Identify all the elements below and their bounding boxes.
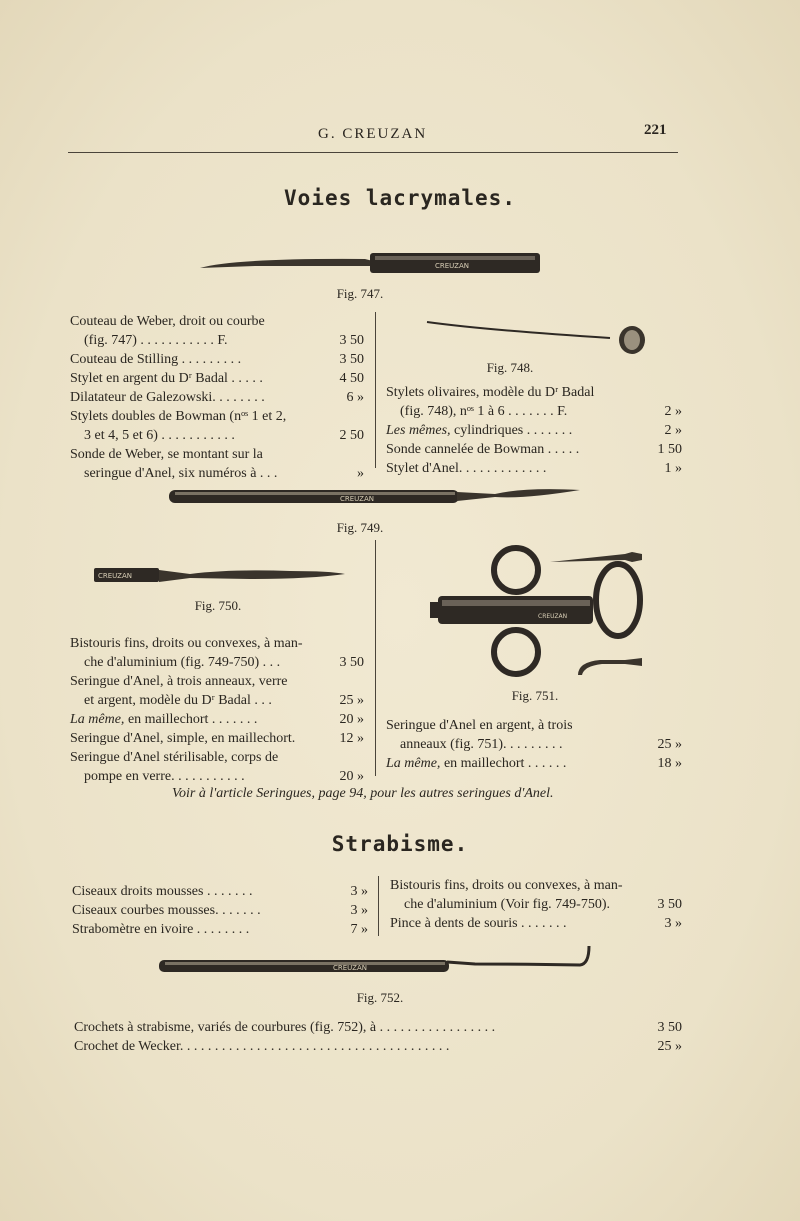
- list-item-text-cont: (fig. 747) . . . . . . . . . . . F.: [84, 333, 228, 348]
- fig-752-hook-illustration: [155, 944, 600, 980]
- list-item-text: Bistouris fins, droits ou convexes, à man-: [70, 636, 303, 651]
- list-item-text: La même, en maillechort . . . . . .: [386, 756, 567, 771]
- italic-prefix: La même,: [386, 756, 441, 771]
- list-item-text: Stylet d'Anel. . . . . . . . . . . . .: [386, 461, 547, 476]
- list-item-price: 7 »: [350, 922, 368, 937]
- list-item-price: 3 »: [350, 884, 368, 899]
- fig-749-caption: Fig. 749.: [336, 520, 384, 535]
- list-item-price: 3 50: [339, 333, 364, 348]
- fig-752-caption: Fig. 752.: [356, 990, 404, 1005]
- list-item-price: 12 »: [339, 731, 364, 746]
- list-item-price: 18 »: [657, 756, 682, 771]
- fig-751-caption: Fig. 751.: [511, 688, 559, 703]
- list-item-text-cont: anneaux (fig. 751). . . . . . . . .: [400, 737, 563, 752]
- list-item-price: 2 »: [664, 423, 682, 438]
- list-item-price: 1 »: [664, 461, 682, 476]
- italic-prefix: Les mêmes,: [386, 423, 451, 438]
- list-item-text: Sonde cannelée de Bowman . . . . .: [386, 442, 580, 457]
- list-item-text-cont: (fig. 748), nᵒˢ 1 à 6 . . . . . . . F.: [400, 404, 568, 419]
- fig-749-bistoury-illustration: [165, 482, 585, 508]
- list-item-price: 20 »: [339, 769, 364, 784]
- running-title: G. CREUZAN: [318, 126, 428, 142]
- list-item-price: 3 50: [339, 352, 364, 367]
- list-item-price: 6 »: [346, 390, 364, 405]
- header-rule: [68, 152, 678, 153]
- list-item-text: Dilatateur de Galezowski. . . . . . . .: [70, 390, 265, 405]
- list-item-text: Crochets à strabisme, variés de courbures (fig. 752), à . . . . . . . . . . . . . . . . .: [74, 1020, 496, 1035]
- list-item-text: Seringue d'Anel, simple, en maillechort.: [70, 731, 296, 746]
- section-title-strabisme: Strabisme.: [331, 832, 469, 856]
- list-item-text: Les mêmes, cylindriques . . . . . . .: [386, 423, 573, 438]
- list-item-price: 1 50: [657, 442, 682, 457]
- list-item-text: Stylet en argent du Dʳ Badal . . . . .: [70, 371, 263, 386]
- list-item-text: Seringue d'Anel, à trois anneaux, verre: [70, 674, 288, 689]
- list-item-text-cont: che d'aluminium (Voir fig. 749-750).: [404, 897, 611, 912]
- list-item-price: 3 50: [657, 897, 682, 912]
- list-item-price: 3 50: [339, 655, 364, 670]
- list-item-price: 3 »: [664, 916, 682, 931]
- list-item-text: Couteau de Weber, droit ou courbe: [70, 314, 265, 329]
- fig-751-engraving: CREUZAN: [538, 613, 568, 620]
- list-item-text: Ciseaux courbes mousses. . . . . . .: [72, 903, 261, 918]
- fig-749-engraving: CREUZAN: [340, 495, 374, 503]
- list-item-price: 3 »: [350, 903, 368, 918]
- fig-748-stylet-illustration: [425, 316, 650, 356]
- list-item-text: Pince à dents de souris . . . . . . .: [390, 916, 567, 931]
- list-item-price: »: [357, 466, 364, 481]
- list-item-text: Ciseaux droits mousses . . . . . . .: [72, 884, 253, 899]
- list-item-text: Seringue d'Anel en argent, à trois: [386, 718, 573, 733]
- list-item-price: 2 »: [664, 404, 682, 419]
- column-divider-3: [378, 876, 379, 936]
- list-item-price: 25 »: [657, 737, 682, 752]
- see-also-note: Voir à l'article Seringues, page 94, pour les autres seringues d'Anel.: [172, 786, 554, 801]
- fig-747-engraving: CREUZAN: [435, 262, 469, 270]
- list-item-text-cont: che d'aluminium (fig. 749-750) . . .: [84, 655, 281, 670]
- fig-751-syringe-illustration: [420, 540, 650, 685]
- list-item-price: 20 »: [339, 712, 364, 727]
- italic-prefix: La même,: [70, 712, 125, 727]
- fig-750-engraving: CREUZAN: [98, 572, 132, 580]
- list-item-price: 25 »: [339, 693, 364, 708]
- list-item-price: 25 »: [657, 1039, 682, 1054]
- list-item-text-cont: et argent, modèle du Dʳ Badal . . .: [84, 693, 272, 708]
- list-item-text: Bistouris fins, droits ou convexes, à man-: [390, 878, 623, 893]
- list-item-price: 3 50: [657, 1020, 682, 1035]
- fig-747-caption: Fig. 747.: [336, 286, 384, 301]
- fig-750-caption: Fig. 750.: [194, 598, 242, 613]
- list-item-text: Sonde de Weber, se montant sur la: [70, 447, 263, 462]
- fig-752-engraving: CREUZAN: [333, 964, 367, 972]
- list-item-text-cont: 3 et 4, 5 et 6) . . . . . . . . . . .: [84, 428, 235, 443]
- list-item-text: Couteau de Stilling . . . . . . . . .: [70, 352, 242, 367]
- list-item-text-cont: pompe en verre. . . . . . . . . . .: [84, 769, 245, 784]
- column-divider-2: [375, 540, 376, 776]
- list-item-text: Stylets olivaires, modèle du Dʳ Badal: [386, 385, 595, 400]
- list-item-text: Seringue d'Anel stérilisable, corps de: [70, 750, 279, 765]
- page-number: 221: [644, 122, 667, 138]
- column-divider: [375, 312, 376, 468]
- list-item-price: 2 50: [339, 428, 364, 443]
- list-item-price: 4 50: [339, 371, 364, 386]
- fig-748-caption: Fig. 748.: [486, 360, 534, 375]
- list-item-text-cont: seringue d'Anel, six numéros à . . .: [84, 466, 278, 481]
- fig-747-knife-illustration: [195, 244, 545, 276]
- list-item-text: La même, en maillechort . . . . . . .: [70, 712, 258, 727]
- fig-750-bistoury-illustration: [90, 562, 350, 590]
- list-item-text: Crochet de Wecker. . . . . . . . . . . . . . . . . . . . . . . . . . . . . . . . . . . . . . .: [74, 1039, 450, 1054]
- section-title-voies-lacrymales: Voies lacrymales.: [284, 186, 516, 210]
- list-item-text: Strabomètre en ivoire . . . . . . . .: [72, 922, 250, 937]
- list-item-text: Stylets doubles de Bowman (nᵒˢ 1 et 2,: [70, 409, 287, 424]
